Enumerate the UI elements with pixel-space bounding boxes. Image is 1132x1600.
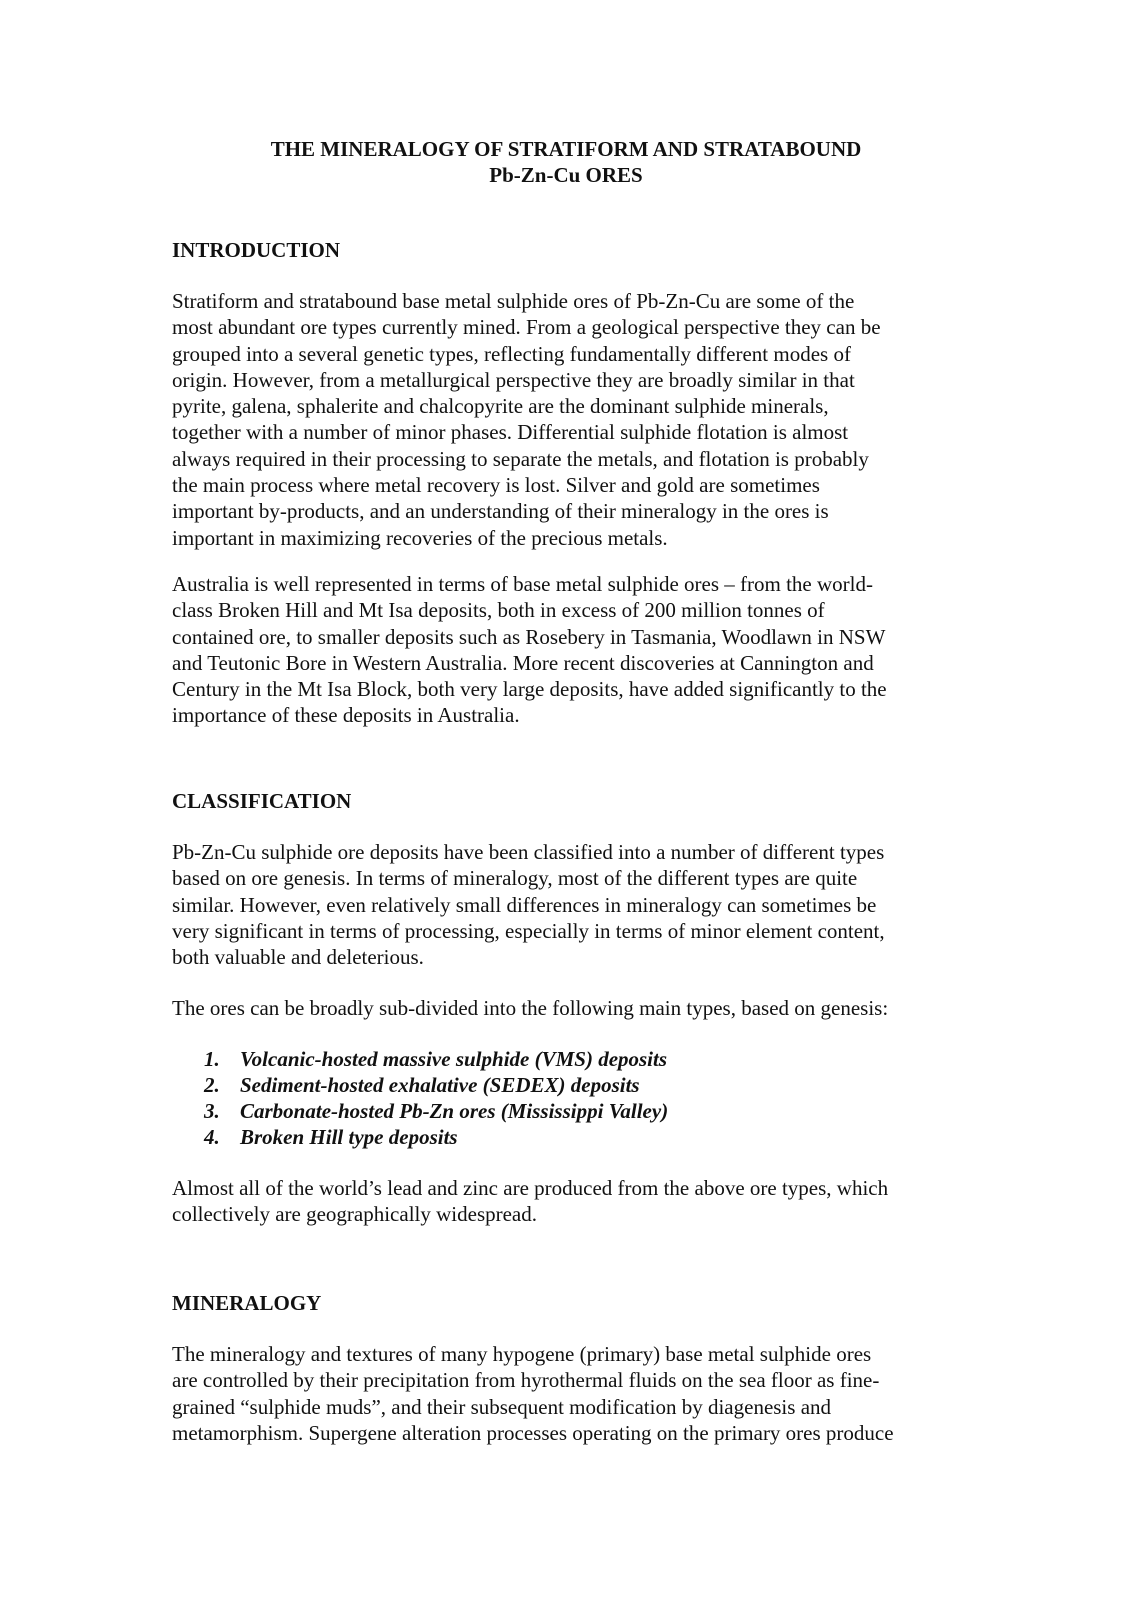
text-line: grained “sulphide muds”, and their subsequent modification by diagenesis and	[172, 1394, 832, 1419]
classification-paragraph-2	[172, 995, 972, 1021]
text-line: metamorphism. Supergene alteration processes operating on the primary ores produce	[172, 1420, 894, 1445]
text-line: similar. However, even relatively small differences in mineralogy can sometimes be	[172, 892, 877, 917]
text-line: Australia is well represented in terms of base metal sulphide ores – from the world-	[172, 572, 873, 596]
list-item-number: 4.	[204, 1125, 220, 1149]
text-line: both valuable and deleterious.	[172, 945, 424, 970]
text-line: grouped into a several genetic types, reflecting fundamentally different modes of	[172, 341, 851, 366]
text-line: important by-products, and an understanding of their mineralogy in the ores is	[172, 499, 829, 524]
list-item-text: Volcanic-hosted massive sulphide (VMS) deposits	[240, 1047, 668, 1071]
text-line: most abundant ore types currently mined. From a geological perspective they can be	[172, 315, 881, 340]
text-line: importance of these deposits in Australia.	[172, 703, 520, 728]
title-line-2: Pb-Zn-Cu ORES	[489, 163, 643, 187]
heading-classification: CLASSIFICATION	[172, 789, 352, 813]
list-item-number: 2.	[204, 1073, 220, 1097]
text-line: origin. However, from a metallurgical perspective they are broadly similar in that	[172, 367, 855, 392]
document-title	[0, 136, 1132, 188]
text-line: important in maximizing recoveries of the precious metals.	[172, 525, 668, 550]
text-line: Century in the Mt Isa Block, both very large deposits, have added significantly to the	[172, 677, 887, 702]
list-item	[204, 1046, 668, 1072]
list-item	[204, 1098, 668, 1124]
text-line: class Broken Hill and Mt Isa deposits, both in excess of 200 million tonnes of	[172, 598, 825, 623]
text-line: are controlled by their precipitation from hyrothermal fluids on the sea floor as fine-	[172, 1368, 880, 1393]
text-line: very significant in terms of processing, especially in terms of minor element content,	[172, 918, 885, 943]
mineralogy-paragraph-1	[172, 1341, 972, 1446]
text-line: The mineralogy and textures of many hypogene (primary) base metal sulphide ores	[172, 1342, 872, 1366]
title-line-1: THE MINERALOGY OF STRATIFORM AND STRATABOUND	[270, 137, 862, 161]
text-line: and Teutonic Bore in Western Australia. More recent discoveries at Cannington and	[172, 650, 874, 675]
deposit-types-list	[204, 1046, 668, 1150]
text-line: contained ore, to smaller deposits such as Rosebery in Tasmania, Woodlawn in NSW	[172, 624, 886, 649]
text-line: Pb-Zn-Cu sulphide ore deposits have been classified into a number of different types	[172, 840, 885, 864]
heading-introduction: INTRODUCTION	[172, 238, 341, 262]
text-line: the main process where metal recovery is lost. Silver and gold are sometimes	[172, 473, 820, 498]
text-line: Almost all of the world’s lead and zinc are produced from the above ore types, which	[172, 1176, 889, 1200]
list-item-number: 3.	[204, 1099, 220, 1123]
list-item-text: Carbonate-hosted Pb-Zn ores (Mississippi Valley)	[240, 1099, 669, 1123]
introduction-paragraph-2	[172, 571, 972, 729]
heading-mineralogy: MINERALOGY	[172, 1291, 322, 1315]
list-item-text: Sediment-hosted exhalative (SEDEX) deposits	[240, 1073, 640, 1097]
introduction-paragraph-1	[172, 288, 972, 551]
list-item	[204, 1124, 668, 1150]
text-line: pyrite, galena, sphalerite and chalcopyrite are the dominant sulphide minerals,	[172, 394, 829, 419]
list-item	[204, 1072, 668, 1098]
text-line: together with a number of minor phases. Differential sulphide flotation is almost	[172, 420, 849, 445]
list-item-text: Broken Hill type deposits	[240, 1125, 458, 1149]
text-line: Stratiform and stratabound base metal sulphide ores of Pb-Zn-Cu are some of the	[172, 289, 855, 313]
text-line: always required in their processing to separate the metals, and flotation is probably	[172, 446, 869, 471]
text-line: collectively are geographically widespread.	[172, 1202, 537, 1227]
text-line: The ores can be broadly sub-divided into the following main types, based on genesis:	[172, 996, 889, 1020]
classification-paragraph-3	[172, 1175, 972, 1228]
text-line: based on ore genesis. In terms of mineralogy, most of the different types are quite	[172, 866, 858, 891]
list-item-number: 1.	[204, 1047, 220, 1071]
classification-paragraph-1	[172, 839, 972, 970]
